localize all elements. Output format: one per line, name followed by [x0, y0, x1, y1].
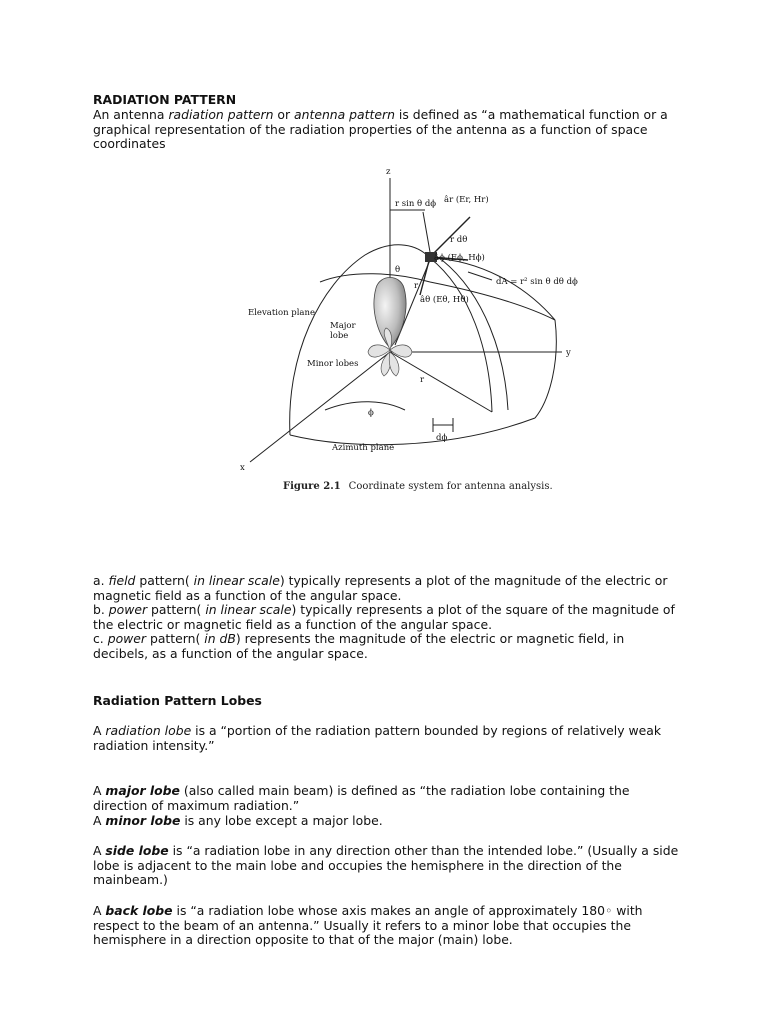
z-axis-label: z — [386, 167, 391, 177]
pattern-text: ) typically represents a plot of the magnitude of the electric or magnetic field as a function of the angular space. — [93, 573, 668, 603]
elevation-plane-arc — [290, 245, 430, 435]
atheta-label: âθ (Eθ, Hθ) — [420, 295, 469, 305]
phi-angle-arc — [325, 402, 405, 410]
pattern-term: field — [108, 573, 136, 588]
definition-term: back lobe — [105, 903, 173, 918]
azimuth-plane-arc — [290, 418, 535, 445]
definition-term: side lobe — [105, 843, 169, 858]
radius-line-2 — [390, 352, 492, 412]
pattern-term: power — [107, 631, 147, 646]
intro-term-antenna-pattern: antenna pattern — [294, 107, 395, 122]
section-heading-lobes: Radiation Pattern Lobes — [93, 693, 262, 708]
pattern-item-c — [93, 632, 683, 661]
definition-text: A — [93, 843, 106, 858]
minor-lobes-label: Minor lobes — [307, 359, 359, 369]
atheta-vector — [420, 257, 430, 295]
r-dtheta-label: r dθ — [450, 235, 468, 245]
definition-term: minor lobe — [105, 813, 181, 828]
dphi-label: dϕ — [436, 433, 448, 443]
item-marker: c. — [93, 631, 108, 646]
page-title: RADIATION PATTERN — [93, 92, 237, 107]
pattern-item-b — [93, 603, 683, 632]
dA-label: dA = r² sin θ dθ dϕ — [496, 277, 578, 287]
pattern-text: ) represents the magnitude of the electric or magnetic field, in decibels, as a function of the angular space. — [93, 631, 625, 661]
pattern-item-a — [93, 574, 683, 603]
outer-sphere-arc-2 — [535, 320, 556, 418]
pattern-scale: in dB — [204, 631, 236, 646]
definition-text: is any lobe except a major lobe. — [180, 813, 383, 828]
minor-lobe-definition — [93, 814, 683, 829]
caption-label: Figure 2.1 — [283, 481, 341, 492]
intro-text: is defined as “a mathematical function or a graphical representation of the radiation properties of the antenna as a function of space coordinates — [93, 107, 668, 152]
pattern-text: ) typically represents a plot of the square of the magnitude of the electric or magnetic field as a function of the angular space. — [93, 602, 675, 632]
r-label: r — [414, 281, 419, 291]
caption-text: Coordinate system for antenna analysis. — [348, 481, 553, 492]
x-axis-label: x — [240, 463, 245, 473]
pattern-text: pattern( — [147, 602, 206, 617]
side-lobe-definition — [93, 844, 683, 888]
radiation-lobe-definition — [93, 724, 683, 753]
elevation-plane-label: Elevation plane — [248, 308, 315, 318]
definition-term: major lobe — [105, 783, 180, 798]
theta-label: θ — [395, 265, 401, 275]
definition-text: is “a radiation lobe in any direction other than the intended lobe.” (Usually a side lobe is adjacent to the main lobe and occupies the hemisphere in the direction of the mainbeam.) — [93, 843, 679, 888]
definition-text: is “a radiation lobe whose axis makes an angle of approximately 180◦ with respect to the beam of an antenna.” Usually it refers to a minor lobe that occupies the hemisphere in a direction opposite to that of the major (main) lobe. — [93, 903, 643, 948]
definition-text: A — [93, 813, 106, 828]
definition-text: (also called main beam) is defined as “the radiation lobe containing the direction of maximum radiation.” — [93, 783, 630, 813]
pattern-term: power — [108, 602, 148, 617]
y-axis-label: y — [566, 348, 571, 358]
major-lobe-label-2: lobe — [330, 331, 349, 341]
outer-sphere-arc — [430, 258, 555, 320]
minor-lobes-shape — [368, 328, 412, 376]
definition-term: radiation lobe — [105, 723, 192, 738]
figure-caption — [283, 481, 553, 492]
definition-text: A — [93, 783, 106, 798]
intro-text: An antenna — [93, 107, 169, 122]
r-label-2: r — [420, 375, 425, 385]
pattern-text: pattern( — [146, 631, 205, 646]
meridian-arc — [430, 258, 492, 412]
major-lobe-definition — [93, 784, 683, 813]
pattern-scale: in linear scale — [193, 573, 280, 588]
intro-text: or — [273, 107, 295, 122]
major-lobe-label-1: Major — [330, 321, 356, 331]
item-marker: a. — [93, 573, 109, 588]
definition-text: A — [93, 903, 106, 918]
intro-paragraph — [93, 108, 683, 152]
r-sin-theta-label: r sin θ dϕ — [395, 199, 437, 209]
back-lobe-definition — [93, 904, 683, 948]
intro-term-radiation-pattern: radiation pattern — [168, 107, 274, 122]
figure-drawing — [230, 160, 590, 480]
coordinate-system-figure — [230, 160, 590, 500]
azimuth-plane-label: Azimuth plane — [332, 443, 395, 453]
ar-label: âr (Er, Hr) — [444, 195, 489, 205]
phi-label: ϕ — [368, 408, 374, 418]
item-marker: b. — [93, 602, 109, 617]
pattern-text: pattern( — [135, 573, 194, 588]
definition-text: A — [93, 723, 106, 738]
dA-leader — [468, 272, 492, 280]
r-sin-theta-tick — [423, 212, 430, 252]
definition-text: is a “portion of the radiation pattern bounded by regions of relatively weak radiation intensity.” — [93, 723, 662, 753]
pattern-scale: in linear scale — [205, 602, 292, 617]
aphi-label: âϕ (Eϕ, Hϕ) — [434, 253, 485, 263]
